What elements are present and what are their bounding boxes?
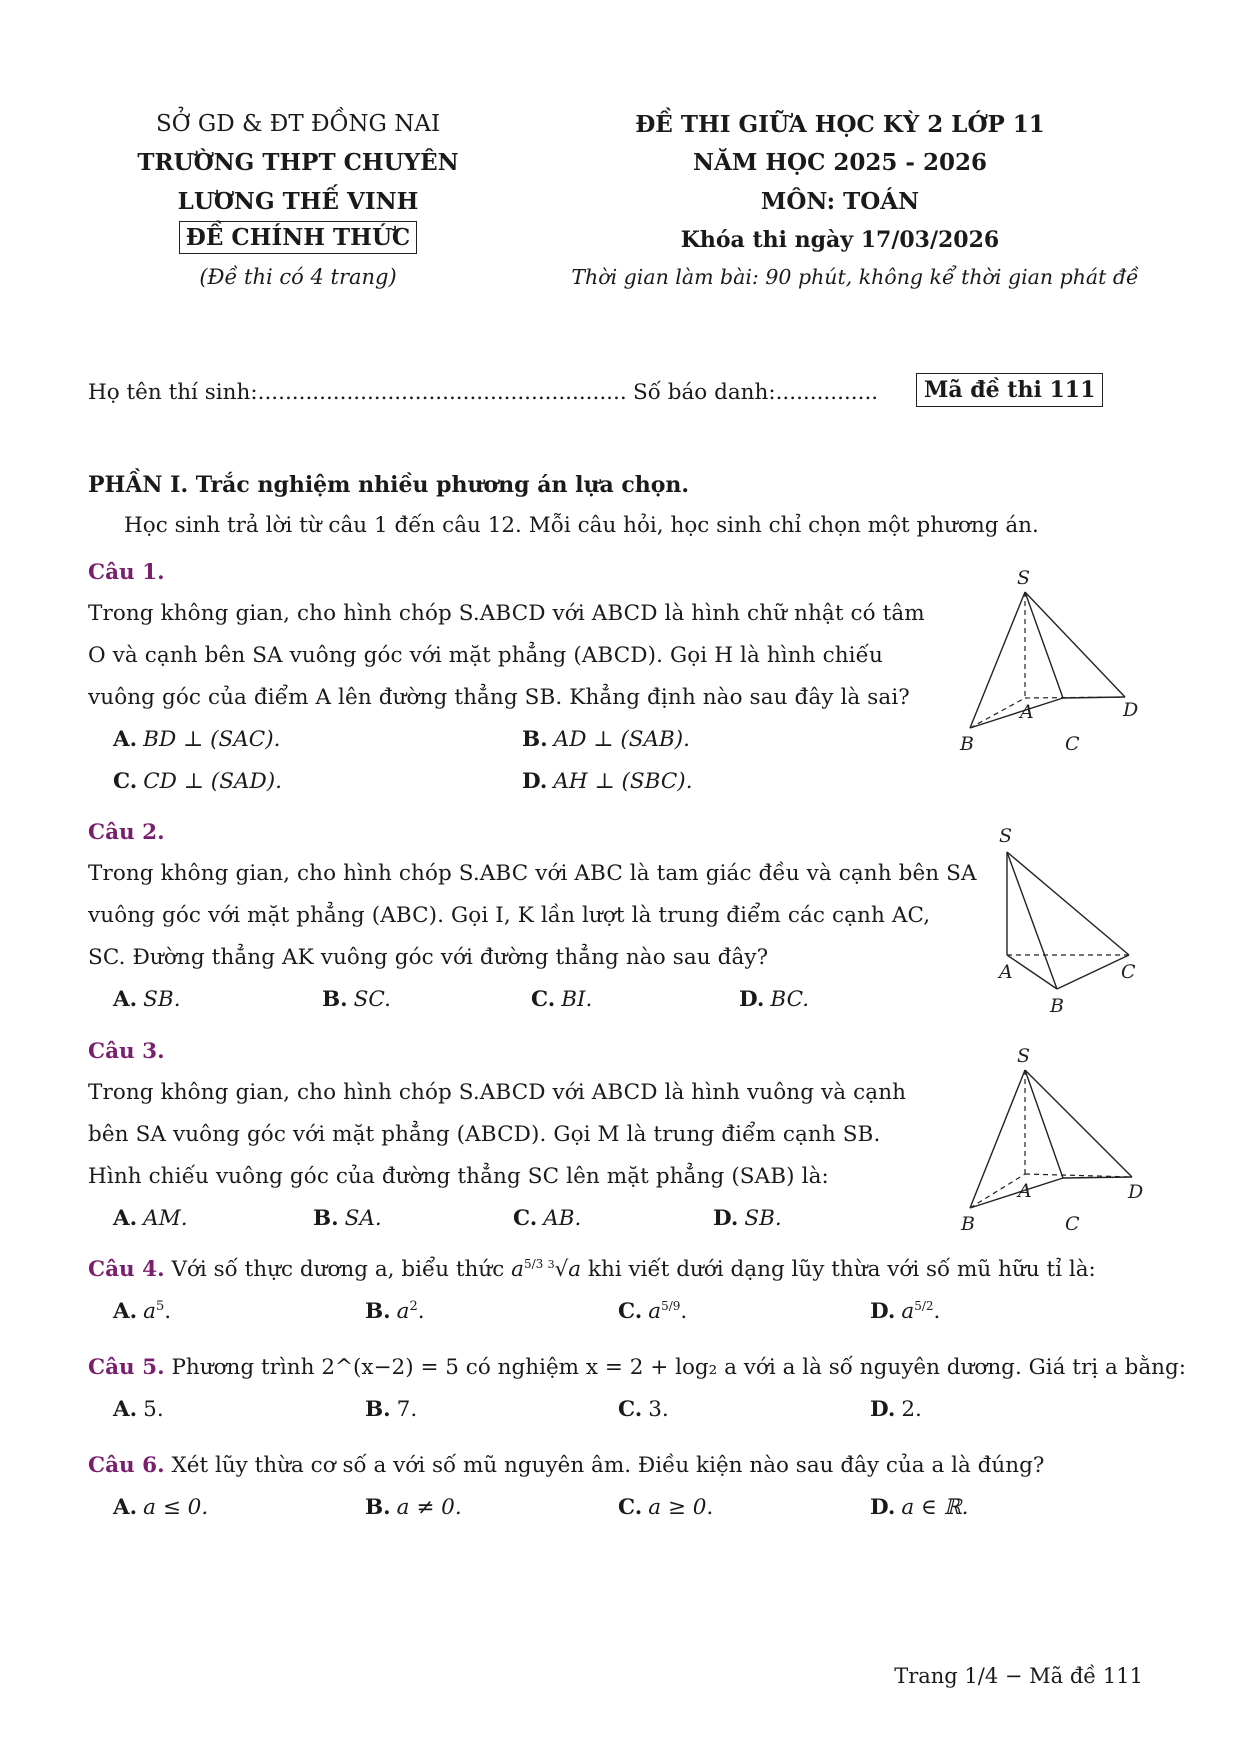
- option-label: B.: [365, 1397, 391, 1422]
- option-base: a: [901, 1299, 915, 1325]
- school-name-line2: LƯƠNG THẾ VINH: [177, 188, 419, 215]
- vertex-label-a: A: [999, 961, 1013, 983]
- option-label: D.: [739, 987, 765, 1012]
- question-3-option-b[interactable]: [313, 1206, 382, 1231]
- option-label: D.: [870, 1299, 896, 1325]
- subject: MÔN: TOÁN: [760, 188, 920, 215]
- department-name: SỞ GD & ĐT ĐỒNG NAI: [155, 111, 441, 137]
- option-label: A.: [113, 1397, 138, 1422]
- question-6-text: Xét lũy thừa cơ số a với số mũ nguyên âm. Điều kiện nào sau đây của a là đúng?: [171, 1453, 1045, 1478]
- question-5-option-b[interactable]: [365, 1397, 417, 1422]
- option-label: B.: [322, 987, 348, 1012]
- option-label: D.: [870, 1495, 896, 1520]
- question-1-line-2: O và cạnh bên SA vuông góc với mặt phẳng (ABCD). Gọi H là hình chiếu: [88, 643, 883, 668]
- option-label: A.: [113, 987, 138, 1012]
- candidate-id-field: Số báo danh:...............: [633, 380, 879, 405]
- vertex-label-c: C: [1121, 961, 1136, 983]
- option-label: C.: [618, 1299, 643, 1325]
- question-5-option-c[interactable]: [618, 1397, 669, 1422]
- question-6-option-a[interactable]: [113, 1495, 208, 1520]
- question-2-option-c[interactable]: [531, 987, 592, 1012]
- page-footer: Trang 1/4 − Mã đề 111: [894, 1664, 1143, 1688]
- question-3-label: Câu 3.: [88, 1039, 165, 1064]
- question-2-option-d[interactable]: [739, 987, 809, 1012]
- question-1-line-3: vuông góc của điểm A lên đường thẳng SB. Khẳng định nào sau đây là sai?: [88, 685, 910, 710]
- question-1-pyramid-figure: [955, 560, 1155, 760]
- section-title: PHẦN I. Trắc nghiệm nhiều phương án lựa chọn.: [88, 472, 690, 498]
- vertex-label-d: D: [1123, 699, 1139, 721]
- vertex-label-c: C: [1065, 733, 1080, 755]
- option-label: A.: [113, 727, 138, 752]
- option-text: 3.: [648, 1397, 669, 1422]
- option-label: C.: [531, 987, 556, 1012]
- question-4-option-b[interactable]: B. $a^2$.: [365, 1299, 425, 1325]
- option-text: AB.: [543, 1206, 582, 1231]
- vertex-label-d: D: [1128, 1181, 1144, 1203]
- option-text: a ≥ 0.: [648, 1495, 714, 1520]
- option-text: CD ⊥ (SAD).: [143, 769, 282, 794]
- question-1-option-d[interactable]: [522, 769, 693, 794]
- option-label: A.: [113, 1206, 138, 1231]
- question-3-line-3: Hình chiếu vuông góc của đường thẳng SC lên mặt phẳng (SAB) là:: [88, 1164, 829, 1189]
- option-text: AM.: [143, 1206, 188, 1231]
- official-badge: ĐỀ CHÍNH THỨC: [179, 221, 417, 254]
- option-text: a ≤ 0.: [143, 1495, 209, 1520]
- pages-note: (Đề thi có 4 trang): [199, 265, 397, 289]
- option-label: B.: [365, 1299, 391, 1325]
- exam-title: ĐỀ THI GIỮA HỌC KỲ 2 LỚP 11: [635, 111, 1045, 138]
- vertex-label-b: B: [960, 733, 974, 755]
- school-year: NĂM HỌC 2025 - 2026: [692, 149, 987, 176]
- option-exponent: 5/9: [661, 1299, 681, 1313]
- question-4-stem-after: khi viết dưới dạng lũy thừa với số mũ hữu tỉ là:: [587, 1257, 1096, 1283]
- option-text: AD ⊥ (SAB).: [553, 727, 690, 752]
- question-4-option-c[interactable]: C. $a^{5/9}$.: [618, 1299, 688, 1325]
- candidate-name-field: Họ tên thí sinh:......................................................: [88, 380, 627, 405]
- question-4-expression: $a^{5/3}$ $^3$√a: [511, 1257, 582, 1283]
- vertex-label-b: B: [1050, 995, 1064, 1017]
- option-label: B.: [313, 1206, 339, 1231]
- exam-code-box: Mã đề thi 111: [916, 373, 1103, 407]
- option-exponent: 2: [409, 1299, 418, 1314]
- option-text: BC.: [770, 987, 810, 1012]
- question-3-line-1: Trong không gian, cho hình chóp S.ABCD với ABCD là hình vuông và cạnh: [88, 1080, 907, 1105]
- vertex-label-a: A: [1018, 1180, 1032, 1202]
- option-label: A.: [113, 1495, 138, 1520]
- question-3-option-c[interactable]: [513, 1206, 581, 1231]
- question-6-stem: [88, 1453, 1044, 1478]
- exam-duration: Thời gian làm bài: 90 phút, không kể thời gian phát đề: [571, 265, 1139, 289]
- option-text: SB.: [143, 987, 181, 1012]
- option-text: 7.: [396, 1397, 418, 1422]
- option-label: C.: [618, 1397, 643, 1422]
- question-2-option-b[interactable]: [322, 987, 391, 1012]
- option-text: a ≠ 0.: [396, 1495, 462, 1520]
- question-6-option-b[interactable]: [365, 1495, 462, 1520]
- option-text: SA.: [344, 1206, 382, 1231]
- option-text: AH ⊥ (SBC).: [553, 769, 693, 794]
- option-text: BI.: [561, 987, 593, 1012]
- question-1-label: Câu 1.: [88, 560, 165, 585]
- option-base: a: [648, 1299, 662, 1325]
- option-label: C.: [513, 1206, 538, 1231]
- question-6-option-c[interactable]: [618, 1495, 713, 1520]
- official-badge-wrap: [98, 224, 498, 251]
- question-2-option-a[interactable]: [113, 987, 181, 1012]
- question-3-option-d[interactable]: [713, 1206, 782, 1231]
- vertex-label-s: S: [1017, 1045, 1031, 1067]
- option-text: BD ⊥ (SAC).: [143, 727, 281, 752]
- question-4-stem-before: Với số thực dương a, biểu thức: [171, 1257, 505, 1283]
- question-2-line-1: Trong không gian, cho hình chóp S.ABC với ABC là tam giác đều và cạnh bên SA: [88, 861, 977, 886]
- question-5-text: Phương trình 2^(x−2) = 5 có nghiệm x = 2 + log₂ a với a là số nguyên dương. Giá trị a bằng:: [171, 1355, 1187, 1380]
- question-2-line-3: SC. Đường thẳng AK vuông góc với đường thẳng nào sau đây?: [88, 945, 769, 970]
- question-1-option-a[interactable]: [113, 727, 280, 752]
- option-base: a: [396, 1299, 410, 1325]
- option-text: 2.: [901, 1397, 922, 1422]
- question-1-option-b[interactable]: [522, 727, 690, 752]
- option-text: SC.: [353, 987, 391, 1012]
- question-2-pyramid-figure: [990, 818, 1150, 1018]
- option-label: C.: [113, 769, 138, 794]
- vertex-label-s: S: [1017, 567, 1031, 589]
- option-text: a ∈ ℝ.: [901, 1495, 969, 1520]
- option-label: C.: [618, 1495, 643, 1520]
- option-text: 5.: [143, 1397, 164, 1422]
- question-4-option-a[interactable]: A. $a^5$.: [113, 1299, 172, 1325]
- question-2-label: Câu 2.: [88, 820, 165, 845]
- vertex-label-s: S: [999, 825, 1013, 847]
- question-6-option-d[interactable]: [870, 1495, 968, 1520]
- question-5-stem: [88, 1355, 1186, 1380]
- question-2-line-2: vuông góc với mặt phẳng (ABC). Gọi I, K lần lượt là trung điểm các cạnh AC,: [88, 903, 931, 928]
- option-label: D.: [870, 1397, 896, 1422]
- option-base: a: [143, 1299, 156, 1325]
- option-exponent: 5/2: [914, 1299, 934, 1313]
- question-5-label: Câu 5.: [88, 1355, 165, 1380]
- option-label: D.: [522, 769, 548, 794]
- option-label: D.: [713, 1206, 739, 1231]
- option-label: B.: [522, 727, 548, 752]
- option-label: B.: [365, 1495, 391, 1520]
- option-label: A.: [113, 1299, 138, 1325]
- option-exponent: 5: [156, 1299, 165, 1314]
- question-1-line-1: Trong không gian, cho hình chóp S.ABCD với ABCD là hình chữ nhật có tâm: [88, 601, 925, 626]
- exam-date: Khóa thi ngày 17/03/2026: [680, 227, 1000, 253]
- question-1-option-c[interactable]: [113, 769, 282, 794]
- question-5-option-d[interactable]: [870, 1397, 922, 1422]
- school-name-line1: TRƯỜNG THPT CHUYÊN: [137, 149, 459, 176]
- question-5-option-a[interactable]: [113, 1397, 164, 1422]
- question-4-stem: [88, 1257, 1096, 1282]
- vertex-label-b: B: [961, 1213, 975, 1235]
- section-instruction: Học sinh trả lời từ câu 1 đến câu 12. Mỗi câu hỏi, học sinh chỉ chọn một phương án.: [124, 513, 1039, 538]
- question-3-option-a[interactable]: [113, 1206, 188, 1231]
- question-3-line-2: bên SA vuông góc với mặt phẳng (ABCD). Gọi M là trung điểm cạnh SB.: [88, 1122, 881, 1147]
- vertex-label-a: A: [1020, 701, 1034, 723]
- question-4-label: Câu 4.: [88, 1257, 165, 1283]
- option-text: SB.: [744, 1206, 782, 1231]
- question-3-pyramid-figure: [955, 1040, 1155, 1240]
- question-4-option-d[interactable]: D. $a^{5/2}$.: [870, 1299, 941, 1325]
- vertex-label-c: C: [1065, 1213, 1080, 1235]
- question-6-label: Câu 6.: [88, 1453, 165, 1478]
